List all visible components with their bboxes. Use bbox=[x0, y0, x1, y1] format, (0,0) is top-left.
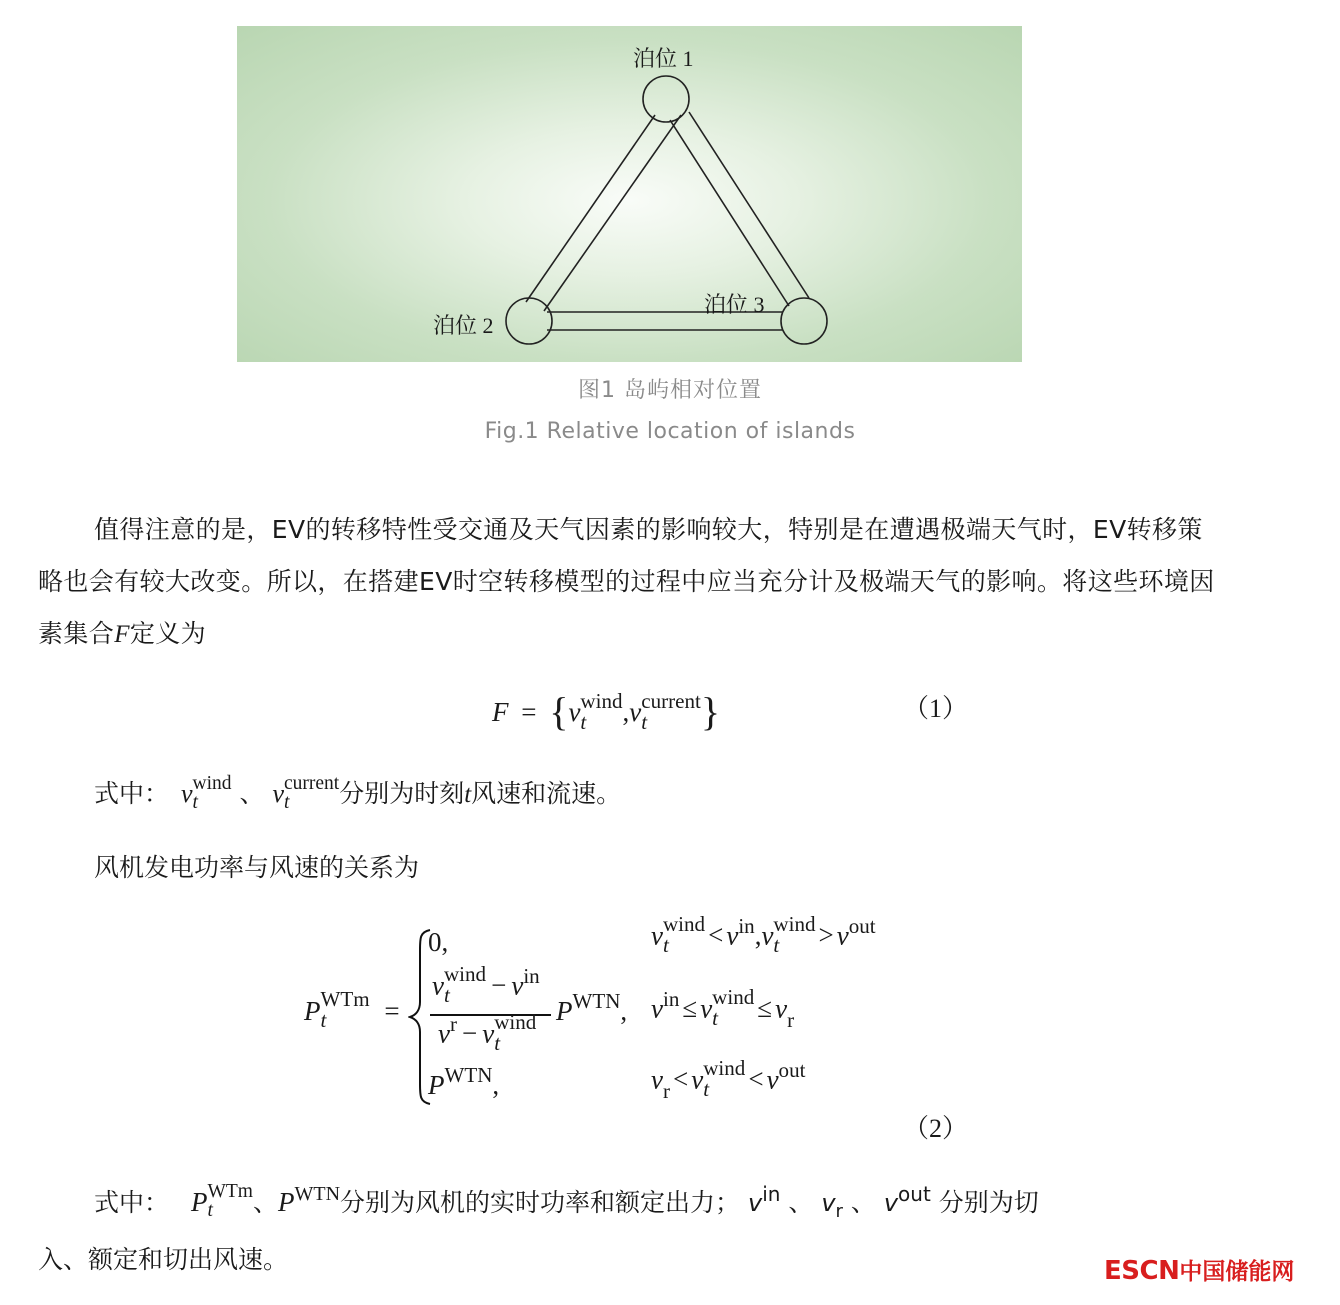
logo-cn: 中国储能网 bbox=[1179, 1259, 1295, 1285]
c1-comma: , bbox=[754, 920, 762, 951]
figure-caption-en: Fig.1 Relative location of islands bbox=[484, 419, 856, 444]
para2-v-current: v bbox=[272, 779, 284, 808]
eq2-case1-cond bbox=[651, 912, 876, 958]
para4-p2: P bbox=[277, 1187, 295, 1217]
c2-num-sup-wind: wind bbox=[443, 962, 487, 986]
para4-sup-wtm: WTm bbox=[207, 1180, 253, 1202]
eq2-lhs-sup: WTm bbox=[320, 986, 370, 1011]
eq1-comma: , bbox=[622, 697, 630, 727]
para4-p1: P bbox=[190, 1187, 208, 1217]
c3c-sup-wind: wind bbox=[703, 1056, 746, 1080]
c2c-le: ≤ bbox=[682, 993, 698, 1024]
c2c-v1: v bbox=[651, 993, 663, 1024]
para4-sup-out: out bbox=[898, 1182, 931, 1206]
para2-end: 风速和流速。 bbox=[471, 779, 622, 808]
c2-p: P bbox=[556, 996, 573, 1026]
eq2-case3-expr bbox=[428, 1063, 500, 1101]
c2-num-sup-in: in bbox=[523, 963, 540, 988]
c1-v4: v bbox=[836, 920, 849, 951]
c1-lt: < bbox=[708, 920, 724, 951]
c3c-v2: v bbox=[691, 1064, 704, 1095]
c2-den-sub-t: t bbox=[494, 1031, 501, 1056]
eq1-equals: = bbox=[521, 697, 537, 727]
logo-latin: ESCN bbox=[1104, 1256, 1180, 1286]
para4-v-in: v bbox=[747, 1189, 763, 1217]
c3c-sup-out: out bbox=[778, 1057, 806, 1082]
equation-1-number: （1） bbox=[903, 694, 969, 723]
c2c-v2: v bbox=[700, 993, 713, 1024]
para4-sup-wtn: WTN bbox=[294, 1183, 341, 1205]
c2-sup-wtn: WTN bbox=[572, 989, 621, 1014]
c2-num-v: v bbox=[432, 970, 444, 1001]
c3c-v1: v bbox=[651, 1064, 663, 1095]
figure-island-locations bbox=[237, 26, 1022, 362]
para4-prefix: 式中： bbox=[94, 1188, 170, 1217]
eq1-sup-wind: wind bbox=[580, 688, 623, 713]
road-edge-1-3-inner bbox=[670, 120, 789, 306]
c3c-lt2: < bbox=[748, 1064, 764, 1095]
c1-sub-t2: t bbox=[773, 933, 780, 958]
eq2-case2-cond bbox=[651, 985, 795, 1032]
c2-den-minus: − bbox=[462, 1018, 478, 1049]
c2-den-sup-r: r bbox=[449, 1011, 457, 1036]
c3c-sub-t: t bbox=[703, 1077, 710, 1102]
eq1-left-brace: { bbox=[549, 689, 569, 734]
c2-num-sub-t: t bbox=[443, 983, 450, 1008]
figure-caption-cn: 图1 岛屿相对位置 bbox=[578, 378, 762, 403]
c2-num-v2: v bbox=[511, 970, 524, 1001]
c3c-lt: < bbox=[673, 1064, 689, 1095]
c2c-sup-wind: wind bbox=[712, 985, 755, 1009]
paragraph-eq2-explanation bbox=[94, 1176, 1039, 1232]
eq2-case2-denominator bbox=[438, 1010, 537, 1056]
eq1-lhs: F bbox=[492, 697, 509, 727]
para4-sep3: 、 bbox=[842, 1188, 884, 1217]
c1-sub-t: t bbox=[662, 933, 669, 958]
c3-p: P bbox=[428, 1070, 445, 1100]
paragraph-power-relation: 风机发电功率与风速的关系为 bbox=[94, 853, 420, 882]
para2-sub-t: t bbox=[192, 792, 198, 813]
road-edge-1-2 bbox=[526, 115, 655, 302]
c3-sup-wtn: WTN bbox=[444, 1063, 493, 1088]
eq1-v-wind: v bbox=[568, 697, 581, 727]
c2c-v3: v bbox=[775, 993, 788, 1024]
c3c-sub-r: r bbox=[662, 1078, 670, 1103]
para2-separator: 、 bbox=[239, 779, 265, 808]
c1-v1: v bbox=[651, 920, 663, 951]
eq1-v-current: v bbox=[629, 697, 642, 727]
para4-end: 分别为切 bbox=[938, 1188, 1039, 1217]
c2-den-v2: v bbox=[482, 1018, 495, 1049]
c2-den-sup-wind: wind bbox=[494, 1010, 537, 1034]
para2-v-wind: v bbox=[180, 779, 193, 808]
para2-sup-wind: wind bbox=[192, 772, 232, 794]
c1-sup-in: in bbox=[738, 913, 755, 938]
equation-1 bbox=[492, 684, 720, 733]
berth-1-label: 泊位 1 bbox=[633, 46, 694, 71]
c1-sup-wind: wind bbox=[662, 912, 706, 936]
paragraph-intro bbox=[38, 504, 1228, 661]
berth-2-label: 泊位 2 bbox=[433, 313, 494, 338]
eq1-sup-current: current bbox=[641, 688, 701, 713]
road-edge-1-3 bbox=[689, 112, 809, 298]
para4-sup-in: in bbox=[762, 1182, 781, 1206]
eq1-sub-t: t bbox=[580, 709, 587, 734]
para2-time-var: t bbox=[464, 781, 472, 808]
c2c-sub-r: r bbox=[787, 1007, 795, 1032]
eq2-case3-cond bbox=[651, 1056, 806, 1103]
para2-mid: 分别为时刻 bbox=[339, 779, 465, 808]
berth-2-node bbox=[506, 298, 552, 344]
c3c-v3: v bbox=[766, 1064, 779, 1095]
paragraph-intro-text: 值得注意的是，EV的转移特性受交通及天气因素的影响较大，特别是在遭遇极端天气时，EV转移策略也会有较大改变。所以，在搭建EV时空转移模型的过程中应当充分计及极端天气的影响。将这些环境因素集合 bbox=[38, 515, 1215, 648]
eq2-lhs-sub: t bbox=[320, 1007, 327, 1032]
c1-v2: v bbox=[726, 920, 739, 951]
para2-prefix: 式中： bbox=[94, 779, 170, 808]
c1-v3: v bbox=[761, 920, 774, 951]
berth-1-node bbox=[643, 76, 689, 122]
eq1-sub-t2: t bbox=[641, 709, 648, 734]
para4-sep: 、 bbox=[252, 1188, 278, 1217]
para4-v-out: v bbox=[883, 1189, 899, 1217]
c2-den-v: v bbox=[438, 1018, 450, 1049]
c1-gt: > bbox=[818, 920, 834, 951]
c2c-le2: ≤ bbox=[757, 993, 773, 1024]
eq1-right-brace: } bbox=[700, 689, 721, 734]
c2-num-minus: − bbox=[491, 970, 507, 1001]
berth-3-label: 泊位 3 bbox=[704, 292, 765, 317]
para4-sub-r: r bbox=[835, 1201, 843, 1223]
eq2-case2-pwtn bbox=[556, 989, 628, 1027]
eq2-lhs bbox=[304, 986, 400, 1032]
c2c-sup-in: in bbox=[662, 986, 680, 1011]
para4-mid: 分别为风机的实时功率和额定出力； bbox=[340, 1188, 741, 1217]
c1-sup-wind2: wind bbox=[773, 912, 816, 936]
road-edge-1-2-inner bbox=[544, 115, 681, 311]
c2c-sub-t: t bbox=[712, 1006, 719, 1031]
paragraph-eq2-explanation-line2: 入、额定和切出风速。 bbox=[38, 1245, 289, 1274]
para2-sub-t2: t bbox=[283, 792, 290, 813]
para4-sep2: 、 bbox=[780, 1188, 822, 1217]
c1-sup-out: out bbox=[848, 913, 876, 938]
escn-logo bbox=[1104, 1253, 1294, 1286]
paragraph-eq1-explanation bbox=[94, 768, 621, 821]
eq2-case1-expr: 0, bbox=[428, 927, 449, 957]
eq2-case2-numerator bbox=[432, 962, 540, 1008]
eq2-equals: = bbox=[384, 996, 400, 1026]
para2-sup-current: current bbox=[283, 772, 340, 794]
berth-3-node bbox=[781, 298, 827, 344]
set-variable-f: F bbox=[114, 621, 130, 648]
c3-comma: , bbox=[492, 1070, 500, 1100]
para4-v-r: v bbox=[821, 1189, 836, 1217]
eq2-lhs-p: P bbox=[304, 996, 321, 1026]
c2-comma: , bbox=[620, 996, 628, 1026]
equation-2-number: （2） bbox=[903, 1114, 969, 1143]
para4-sub-t: t bbox=[207, 1200, 213, 1221]
triangle-diagram bbox=[237, 26, 1022, 362]
paragraph-intro-end: 定义为 bbox=[129, 619, 207, 648]
